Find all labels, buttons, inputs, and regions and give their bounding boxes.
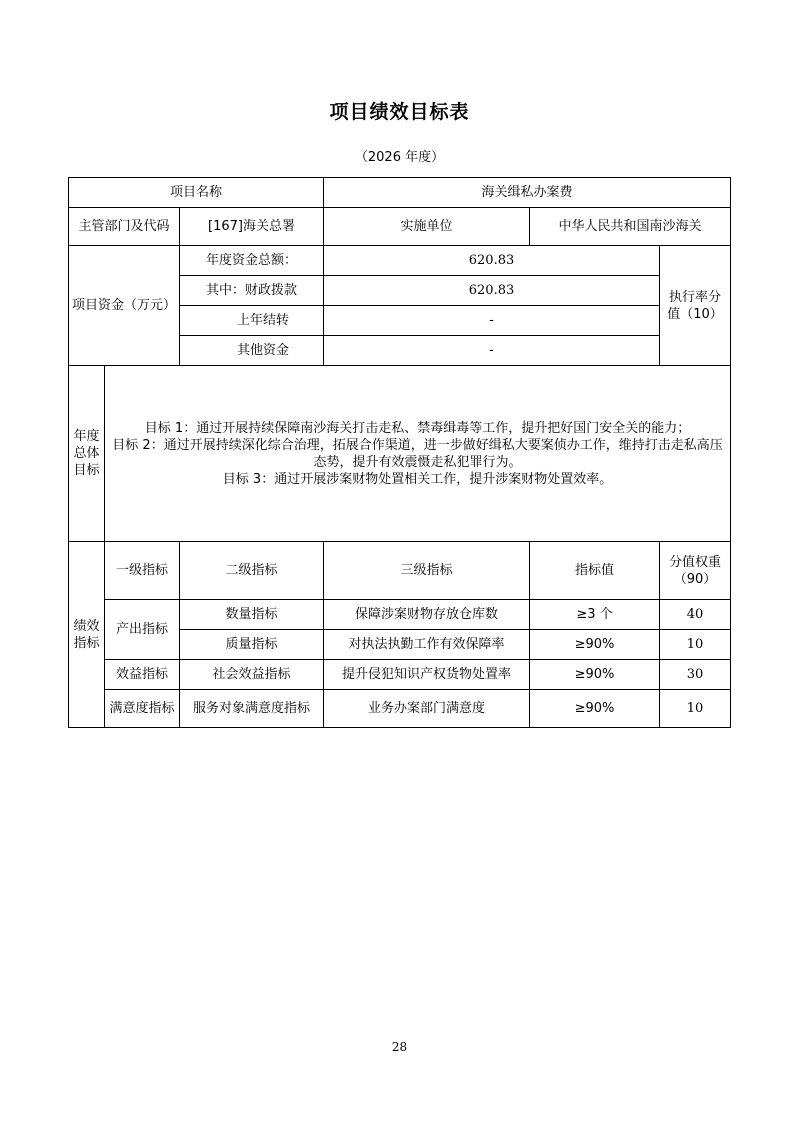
performance-target-table	[68, 177, 731, 728]
header-weight: 分值权重（90）	[660, 542, 731, 600]
level2-cell: 服务对象满意度指标	[180, 690, 324, 728]
indicator-value: ≥90%	[530, 690, 660, 728]
level3-cell: 保障涉案财物存放仓库数	[324, 600, 530, 630]
annual-goals-content	[105, 366, 731, 542]
funds-fiscal-value: 620.83	[324, 276, 660, 306]
weight-cell: 30	[660, 660, 731, 690]
project-funds-label: 项目资金（万元）	[69, 246, 180, 366]
level1-benefit: 效益指标	[105, 660, 180, 690]
funds-total-label: 年度资金总额：	[180, 246, 324, 276]
implementing-unit-label: 实施单位	[324, 208, 530, 246]
header-level1: 一级指标	[105, 542, 180, 600]
execution-rate-label: 执行率分值（10）	[660, 246, 731, 366]
department-value: [167]海关总署	[180, 208, 324, 246]
funds-other-label: 其他资金	[180, 336, 324, 366]
table-row	[69, 660, 731, 690]
level3-cell: 对执法执勤工作有效保障率	[324, 630, 530, 660]
level2-cell: 数量指标	[180, 600, 324, 630]
funds-fiscal-label: 其中：财政拨款	[180, 276, 324, 306]
annual-goals-row	[69, 366, 731, 542]
project-name-label: 项目名称	[69, 178, 324, 208]
page-number: 28	[391, 1040, 408, 1054]
implementing-unit-value: 中华人民共和国南沙海关	[530, 208, 731, 246]
goal-2: 目标 2：通过开展持续深化综合治理，拓展合作渠道，进一步做好缉私大要案侦办工作，维持打击走私高压态势，提升有效震慑走私犯罪行为。	[112, 437, 723, 470]
page-title: 项目绩效目标表	[329, 101, 470, 123]
table-row	[69, 600, 731, 630]
department-label: 主管部门及代码	[69, 208, 180, 246]
level3-cell: 业务办案部门满意度	[324, 690, 530, 728]
fiscal-year: （2026 年度）	[354, 150, 445, 165]
performance-header-row	[69, 542, 731, 600]
funds-carryover-label: 上年结转	[180, 306, 324, 336]
weight-cell: 10	[660, 630, 731, 660]
funds-other-value: -	[324, 336, 660, 366]
header-level2: 二级指标	[180, 542, 324, 600]
weight-cell: 10	[660, 690, 731, 728]
level2-cell: 质量指标	[180, 630, 324, 660]
level1-satisfaction: 满意度指标	[105, 690, 180, 728]
annual-goals-label: 年度总体目标	[69, 366, 105, 542]
performance-indicators-label: 绩效指标	[69, 542, 105, 728]
funds-total-value: 620.83	[324, 246, 660, 276]
project-name-row	[69, 178, 731, 208]
table-row	[69, 690, 731, 728]
weight-cell: 40	[660, 600, 731, 630]
indicator-value: ≥3 个	[530, 600, 660, 630]
funds-total-row	[69, 246, 731, 276]
funds-carryover-value: -	[324, 306, 660, 336]
level3-cell: 提升侵犯知识产权货物处置率	[324, 660, 530, 690]
indicator-value: ≥90%	[530, 660, 660, 690]
header-value: 指标值	[530, 542, 660, 600]
department-row	[69, 208, 731, 246]
level2-cell: 社会效益指标	[180, 660, 324, 690]
goal-3: 目标 3：通过开展涉案财物处置相关工作，提升涉案财物处置效率。	[222, 471, 613, 487]
indicator-value: ≥90%	[530, 630, 660, 660]
goal-1: 目标 1：通过开展持续保障南沙海关打击走私、禁毒缉毒等工作，提升把好国门安全关的能力；	[144, 420, 691, 436]
level1-output: 产出指标	[105, 600, 180, 660]
project-name-value: 海关缉私办案费	[324, 178, 731, 208]
header-level3: 三级指标	[324, 542, 530, 600]
